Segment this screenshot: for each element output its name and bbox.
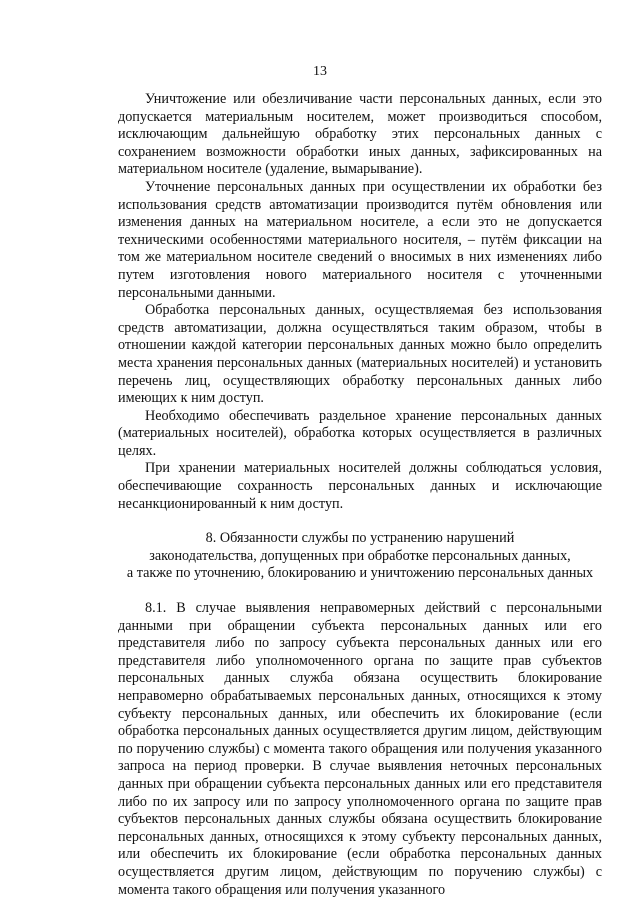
section-8-heading-line-3: а также по уточнению, блокированию и уничтожению персональных данных (126, 565, 594, 582)
document-body (118, 91, 602, 899)
paragraph-8-1: 8.1. В случае выявления неправомерных действий с персональными данными при обращении субъекта персональных данных или его представителя либо по запросу субъекта персональных данных или его представителя либо уполномоченного органа по защите прав субъектов персональных данных служба обязана осуществить блокирование неправомерно обрабатываемых персональных данных, относящихся к этому субъекту персональных данных, или обеспечить их блокирование (если обработка персональных данных осуществляется другим лицом, действующим по поручению службы) с момента такого обращения или получения указанного запроса на период проверки. В случае выявления неточных персональных данных при обращении субъекта персональных данных или его представителя либо по их запросу или по запросу уполномоченного органа по защите прав субъектов персональных данных службы обязана осуществить блокирование персональных данных, относящихся к этому субъекту персональных данных, или обеспечить их блокирование (если обработка персональных данных осуществляется другим лицом, действующим по поручению службы) с момента такого обращения или получения указанного (118, 600, 602, 898)
paragraph-destruction: Уничтожение или обезличивание части персональных данных, если это допускается материальным носителем, может производиться способом, исключающим дальнейшую обработку этих персональных данных с сохранением возможности обработки иных данных, зафиксированных на материальном носителе (удаление, вымарывание). (118, 91, 602, 178)
page-number: 13 (313, 64, 327, 79)
paragraph-processing-without-automation: Обработка персональных данных, осуществляемая без использования средств автоматизации, должна осуществляться таким образом, чтобы в отношении каждой категории персональных данных можно было определить места хранения персональных данных (материальных носителей) и установить перечень лиц, осуществляющих обработку персональных данных либо имеющих к ним доступ. (118, 302, 602, 407)
section-8-heading-line-1: 8. Обязанности службы по устранению нарушений (205, 530, 515, 547)
section-8-heading-line-2: законодательства, допущенных при обработке персональных данных, (149, 547, 571, 564)
paragraph-separate-storage: Необходимо обеспечивать раздельное хранение персональных данных (материальных носителей), обработка которых осуществляется в различных целях. (118, 407, 602, 459)
paragraph-storage-conditions: При хранении материальных носителей должны соблюдаться условия, обеспечивающие сохранность персональных данных и исключающие несанкционированный к ним доступ. (118, 460, 602, 512)
section-8-heading (118, 530, 602, 583)
paragraph-clarification: Уточнение персональных данных при осуществлении их обработки без использования средств автоматизации производится путём обновления или изменения данных на материальном носителе, а если это не допускается техническими особенностями материального носителя, – путём фиксации на том же материальном носителе сведений о вносимых в них изменениях либо путем изготовления нового материального носителя с уточненными персональными данными. (118, 178, 602, 301)
